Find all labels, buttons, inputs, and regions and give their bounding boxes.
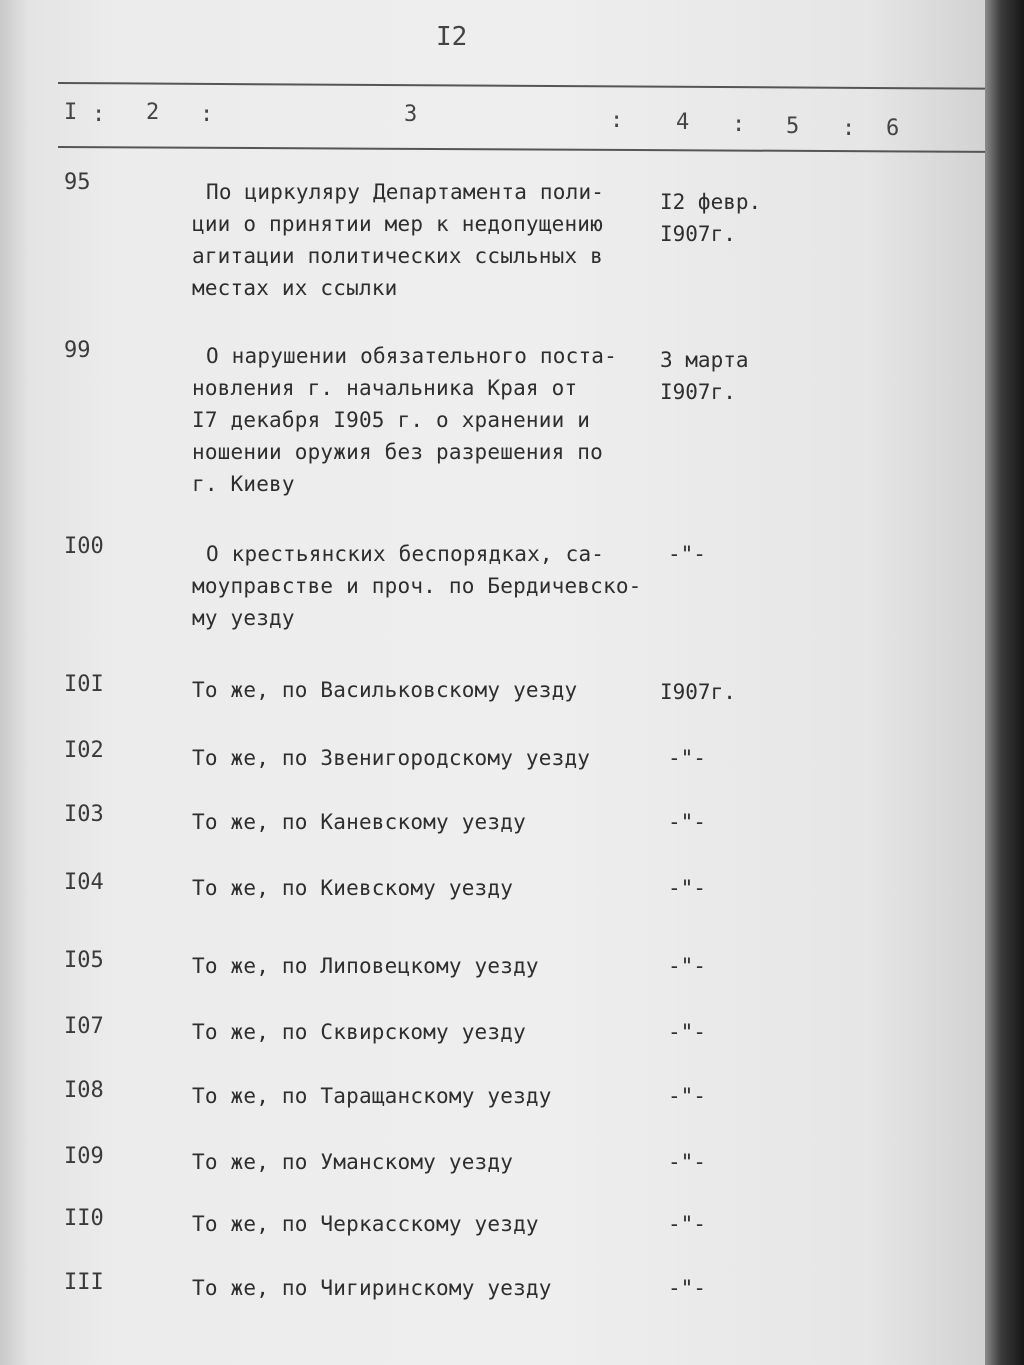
entry-date-line: 3 марта — [660, 348, 749, 372]
column-header: : — [200, 102, 214, 127]
entry-title-line: I7 декабря I905 г. о хранении и — [192, 408, 591, 432]
column-header: : — [732, 112, 746, 137]
background-edge — [985, 0, 1024, 1365]
entry-number: I03 — [64, 802, 104, 827]
entry-title — [192, 872, 662, 904]
entry-date — [668, 806, 706, 838]
entry-number: I05 — [64, 948, 104, 973]
entry-title — [192, 1016, 662, 1048]
entry-title — [192, 176, 662, 304]
entry-date — [660, 344, 749, 408]
entry-date — [668, 872, 706, 904]
entry-date — [660, 676, 736, 708]
column-header: : — [610, 108, 624, 133]
entry-date-line: -"- — [668, 746, 706, 770]
entry-title — [192, 1272, 662, 1304]
entry-date-line: I2 февр. — [660, 190, 762, 214]
entry-date-line: -"- — [668, 1020, 706, 1044]
entry-date — [660, 186, 761, 250]
entry-number: 99 — [64, 338, 91, 363]
entry-date-line: I907г. — [660, 680, 736, 704]
entry-date-line: -"- — [668, 1212, 706, 1236]
entry-date-line: -"- — [668, 1150, 706, 1174]
column-header: I — [64, 100, 78, 125]
entry-title-line: местах их ссылки — [192, 276, 398, 300]
header-rule-top — [58, 82, 986, 90]
entry-date-line: -"- — [668, 1084, 706, 1108]
entry-title-line: ции о принятии мер к недопущению — [192, 212, 603, 236]
entry-title-line: То же, по Киевскому уезду — [192, 876, 514, 900]
column-header: : — [842, 116, 856, 141]
entry-title-line: То же, по Звенигородскому уезду — [192, 746, 591, 770]
entry-title-line: О нарушении обязательного поста- — [206, 344, 617, 368]
entry-title-line: То же, по Васильковскому уезду — [192, 678, 578, 702]
column-header: 6 — [886, 116, 900, 141]
entry-title-line: То же, по Черкасскому уезду — [192, 1212, 539, 1236]
entry-title — [192, 806, 662, 838]
entry-date — [668, 1272, 706, 1304]
entry-number: III — [64, 1270, 104, 1295]
entry-date-line: -"- — [668, 810, 706, 834]
entry-number: I07 — [64, 1014, 104, 1039]
entry-date-line: -"- — [668, 876, 706, 900]
entry-date-line: I907г. — [660, 222, 736, 246]
entry-title-line: г. Киеву — [192, 472, 295, 496]
entry-date — [668, 1016, 706, 1048]
column-header: 2 — [146, 100, 160, 125]
entry-date — [668, 1208, 706, 1240]
entry-number: I00 — [64, 534, 104, 559]
entry-number: II0 — [64, 1206, 104, 1231]
entry-title — [192, 1080, 662, 1112]
entry-title — [192, 674, 662, 706]
column-header: 5 — [786, 114, 800, 139]
entry-title-line: То же, по Каневскому уезду — [192, 810, 526, 834]
entry-title-line: По циркуляру Департамента поли- — [206, 180, 605, 204]
entry-number: I08 — [64, 1078, 104, 1103]
column-header: : — [92, 102, 106, 127]
entry-title-line: То же, по Сквирскому уезду — [192, 1020, 526, 1044]
entry-date — [668, 742, 706, 774]
entry-title-line: новления г. начальника Края от — [192, 376, 578, 400]
entry-date — [668, 950, 706, 982]
entry-title — [192, 950, 662, 982]
entry-date — [668, 538, 706, 570]
entry-title-line: То же, по Липовецкому уезду — [192, 954, 539, 978]
entry-title-line: То же, по Уманскому уезду — [192, 1150, 514, 1174]
entry-date-line: I907г. — [660, 380, 736, 404]
entry-number: I02 — [64, 738, 104, 763]
page-number: I2 — [436, 22, 468, 52]
entry-title — [192, 1208, 662, 1240]
entry-title — [192, 742, 662, 774]
entry-number: 95 — [64, 170, 91, 195]
entry-title-line: агитации политических ссыльных в — [192, 244, 603, 268]
entry-date-line: -"- — [668, 1276, 706, 1300]
column-header: 4 — [676, 110, 690, 135]
entry-number: I04 — [64, 870, 104, 895]
entry-title — [192, 1146, 662, 1178]
entry-title-line: ношении оружия без разрешения по — [192, 440, 603, 464]
entry-title — [192, 538, 662, 634]
entry-date — [668, 1080, 706, 1112]
entry-number: I09 — [64, 1144, 104, 1169]
header-rule-bottom — [58, 146, 986, 153]
entry-date — [668, 1146, 706, 1178]
entry-number: I0I — [64, 672, 104, 697]
entry-title-line: То же, по Таращанскому уезду — [192, 1084, 552, 1108]
entry-title-line: моуправстве и проч. по Бердичевско- — [192, 574, 642, 598]
entry-title-line: О крестьянских беспорядках, са- — [206, 542, 605, 566]
entry-date-line: -"- — [668, 954, 706, 978]
entry-title — [192, 340, 662, 500]
column-header: 3 — [404, 102, 418, 127]
entry-date-line: -"- — [668, 542, 706, 566]
entry-title-line: То же, по Чигиринскому уезду — [192, 1276, 552, 1300]
entry-title-line: му уезду — [192, 606, 295, 630]
